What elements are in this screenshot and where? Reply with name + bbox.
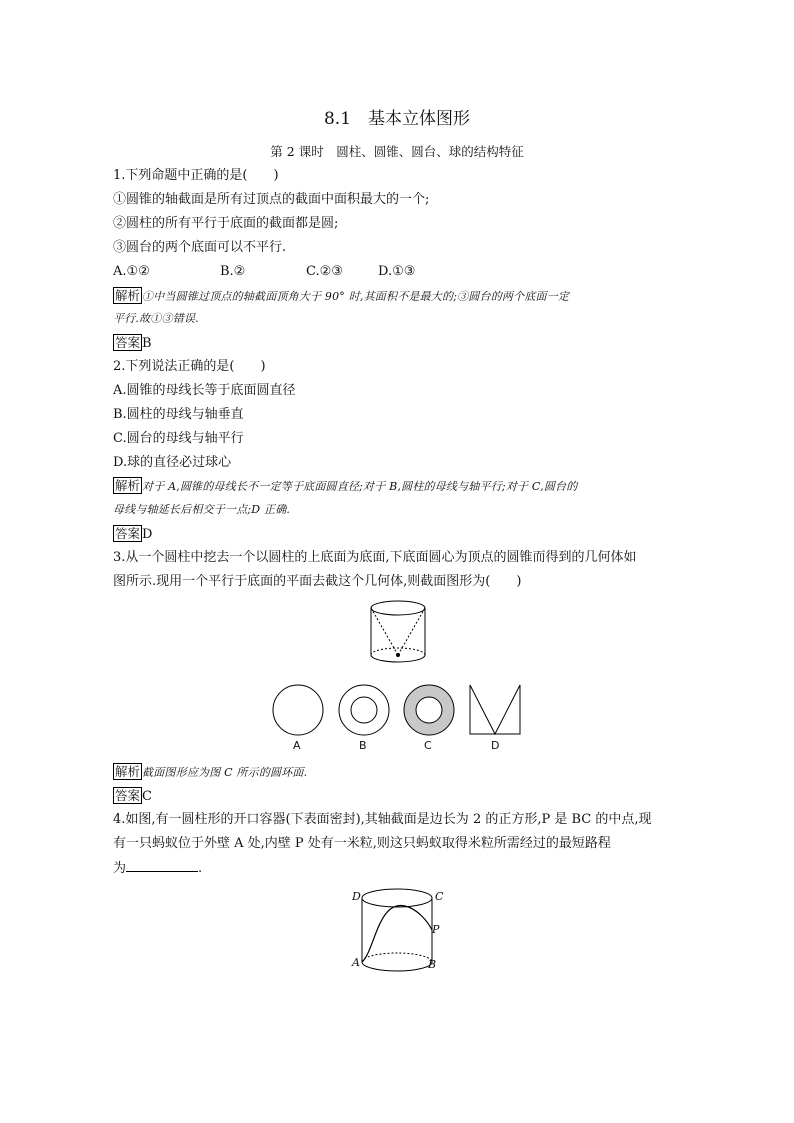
q1-analysis-text-1: ①中当圆锥过顶点的轴截面顶角大于 90° 时,其面积不是最大的;③圆台的两个底面一定 [142,290,570,303]
figure-label-c: C [424,739,432,752]
q3-analysis [113,763,307,781]
q1-item-2: ②圆柱的所有平行于底面的截面都是圆; [113,216,339,231]
q2-stem: 2.下列说法正确的是( ) [113,359,266,374]
q3-stem-1: 3.从一个圆柱中挖去一个以圆柱的上底面为底面,下底面圆心为顶点的圆锥而得到的几何体如 [113,550,637,565]
q4-stem-3-end: . [198,861,203,876]
q2-option-c[interactable]: C.圆台的母线与轴平行 [113,431,244,446]
q2-analysis-text-1: 对于 A,圆锥的母线长不一定等于底面圆直径;对于 B,圆柱的母线与轴平行;对于 C,圆台的 [142,480,578,493]
q1-analysis-text-2: 平行.故①③错误. [113,312,199,325]
figure-label-b: B [359,739,367,752]
q1-option-d[interactable]: D.①③ [378,264,416,279]
q2-option-a[interactable]: A.圆锥的母线长等于底面圆直径 [113,383,296,398]
q4-cylinder-diagram [362,889,432,971]
figure-label-a: A [293,739,301,752]
q4-stem-1: 4.如图,有一圆柱形的开口容器(下表面密封),其轴截面是边长为 2 的正方形,P 是 BC 的中点,现 [113,812,652,827]
point-d-label: D [352,890,361,903]
point-c-label: C [435,890,444,903]
answer-label: 答案 [115,335,141,350]
q1-item-3: ③圆台的两个底面可以不平行. [113,240,287,255]
figure-label-d: D [491,739,500,752]
q3-analysis-text: 截面图形应为图 C 所示的圆环面. [142,766,308,779]
answer-label: 答案 [115,788,141,803]
q1-answer-value: B [142,336,152,351]
option-a-circle[interactable] [273,685,323,735]
q2-option-d[interactable]: D.球的直径必过球心 [113,455,232,470]
option-d-v-shape[interactable] [470,685,520,734]
point-p-label: P [432,923,440,936]
analysis-label: 解析 [115,288,141,303]
q1-item-1: ①圆锥的轴截面是所有过顶点的截面中面积最大的一个; [113,192,430,207]
answer-label: 答案 [115,526,141,541]
lesson-subtitle: 第 2 课时 圆柱、圆锥、圆台、球的结构特征 [270,144,524,159]
q3-stem-2: 图所示.现用一个平行于底面的平面去截这个几何体,则截面图形为( ) [113,574,522,589]
option-c-shaded-ring[interactable] [404,685,454,735]
q3-answer-value: C [142,789,152,804]
q2-analysis-text-2: 母线与轴延长后相交于一点;D 正确. [113,503,291,516]
q1-option-b[interactable]: B.② [220,264,246,279]
q1-option-a[interactable]: A.①② [113,264,150,279]
point-b-label: B [428,958,437,971]
q2-answer-value: D [142,527,153,542]
point-a-label: A [352,956,360,969]
q4-stem-3 [113,859,202,877]
cylinder-with-cone-diagram [371,601,425,662]
q1-option-c[interactable]: C.②③ [306,264,343,279]
q1-stem: 1.下列命题中正确的是( ) [113,168,279,183]
q3-answer [113,787,152,805]
answer-blank[interactable] [126,859,198,872]
page-title: 8.1 基本立体图形 [323,109,471,129]
option-b-ring[interactable] [339,685,389,735]
analysis-label: 解析 [115,764,141,779]
analysis-label: 解析 [115,478,141,493]
q4-stem-2: 有一只蚂蚁位于外壁 A 处,内壁 P 处有一米粒,则这只蚂蚁取得米粒所需经过的最短路程 [113,836,611,851]
q2-option-b[interactable]: B.圆柱的母线与轴垂直 [113,407,244,422]
q4-stem-3-text: 为 [113,861,127,876]
